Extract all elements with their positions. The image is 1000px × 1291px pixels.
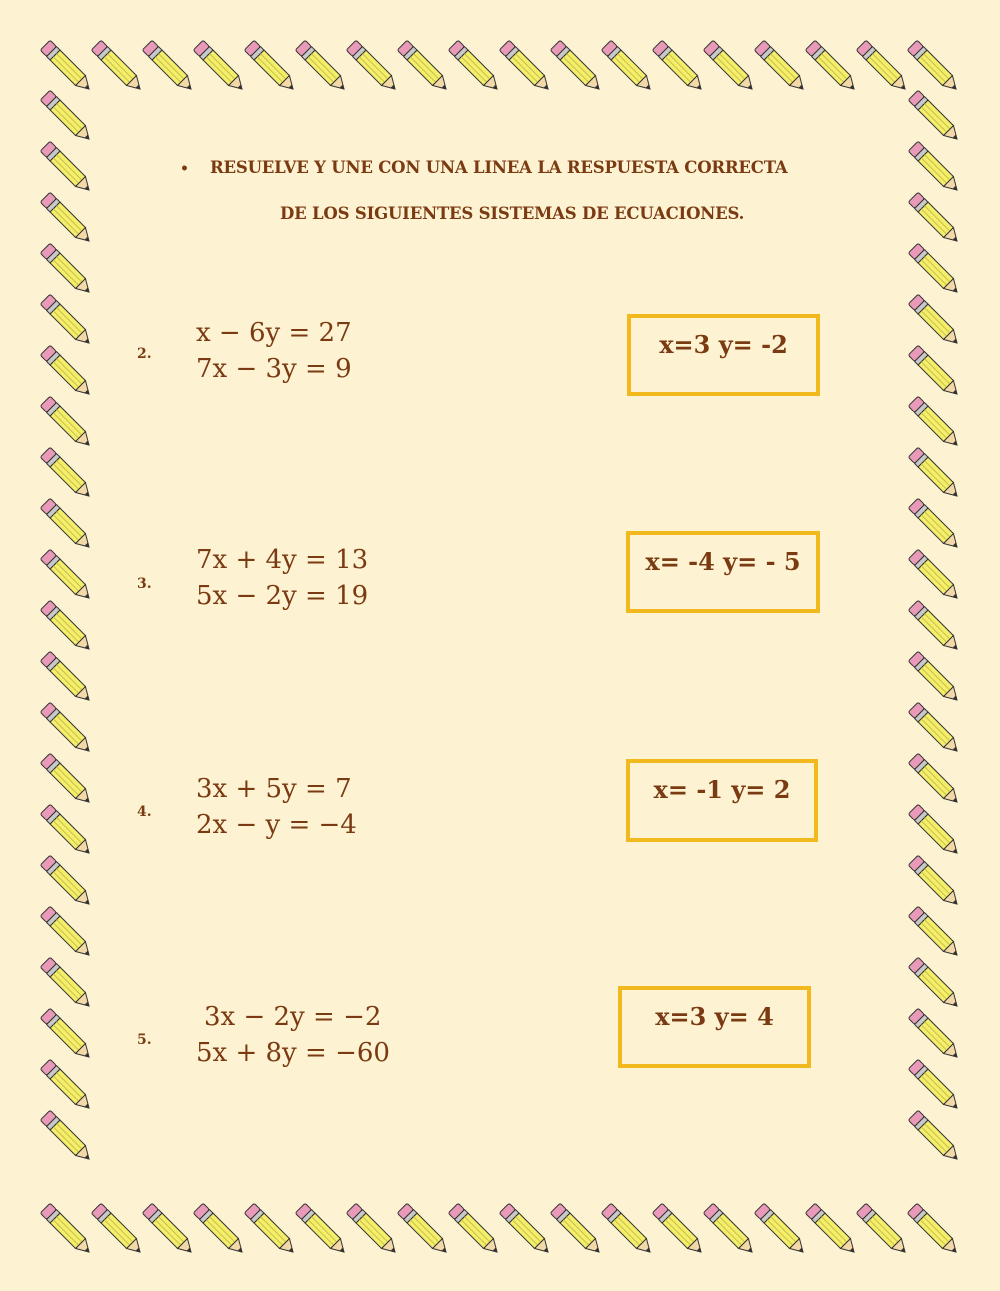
equation-2: 5x + 8y = −60 xyxy=(196,1038,390,1068)
pencil-icon xyxy=(91,40,145,94)
equation-1: 7x + 4y = 13 xyxy=(196,545,369,575)
pencil-icon xyxy=(908,396,962,450)
answer-text: x= -1 y= 2 xyxy=(653,775,791,804)
pencil-icon xyxy=(754,1203,808,1257)
equation-1: x − 6y = 27 xyxy=(196,318,352,348)
pencil-icon xyxy=(40,294,94,348)
equation-system xyxy=(196,771,357,843)
pencil-icon xyxy=(908,957,962,1011)
equation-system xyxy=(196,999,390,1071)
equation-system xyxy=(196,315,352,387)
pencil-icon xyxy=(40,549,94,603)
equation-2: 5x − 2y = 19 xyxy=(196,581,369,611)
pencil-icon xyxy=(40,243,94,297)
pencil-icon xyxy=(907,40,961,94)
pencil-icon xyxy=(91,1203,145,1257)
pencil-icon xyxy=(397,40,451,94)
pencil-icon xyxy=(448,1203,502,1257)
equation-1: 3x + 5y = 7 xyxy=(196,774,352,804)
pencil-icon xyxy=(499,40,553,94)
pencil-icon xyxy=(40,1110,94,1164)
equation-2: 2x − y = −4 xyxy=(196,810,357,840)
pencil-icon xyxy=(908,702,962,756)
pencil-icon xyxy=(295,40,349,94)
pencil-icon xyxy=(142,40,196,94)
pencil-icon xyxy=(40,906,94,960)
pencil-icon xyxy=(908,753,962,807)
pencil-icon xyxy=(40,957,94,1011)
pencil-icon xyxy=(40,141,94,195)
pencil-icon xyxy=(908,192,962,246)
pencil-icon xyxy=(908,855,962,909)
pencil-icon xyxy=(448,40,502,94)
pencil-icon xyxy=(40,600,94,654)
problem-number: 4. xyxy=(137,804,152,820)
pencil-icon xyxy=(652,40,706,94)
pencil-icon xyxy=(908,141,962,195)
instruction-line-2: DE LOS SIGUIENTES SISTEMAS DE ECUACIONES. xyxy=(280,204,745,223)
pencil-icon xyxy=(40,1008,94,1062)
pencil-icon xyxy=(40,345,94,399)
pencil-icon xyxy=(40,651,94,705)
problem-number: 2. xyxy=(137,346,152,362)
pencil-icon xyxy=(908,600,962,654)
pencil-icon xyxy=(856,1203,910,1257)
pencil-icon xyxy=(295,1203,349,1257)
pencil-icon xyxy=(193,40,247,94)
pencil-icon xyxy=(244,40,298,94)
pencil-icon xyxy=(908,651,962,705)
pencil-icon xyxy=(40,855,94,909)
bullet-icon: • xyxy=(180,161,189,177)
pencil-icon xyxy=(908,804,962,858)
pencil-icon xyxy=(805,1203,859,1257)
equation-1: 3x − 2y = −2 xyxy=(204,1002,382,1032)
pencil-icon xyxy=(908,549,962,603)
pencil-icon xyxy=(908,90,962,144)
answer-box[interactable] xyxy=(626,531,820,613)
pencil-icon xyxy=(908,447,962,501)
pencil-icon xyxy=(499,1203,553,1257)
pencil-icon xyxy=(754,40,808,94)
problem-number: 5. xyxy=(137,1032,152,1048)
pencil-icon xyxy=(40,447,94,501)
answer-text: x=3 y= -2 xyxy=(659,330,788,359)
pencil-icon xyxy=(193,1203,247,1257)
pencil-icon xyxy=(40,498,94,552)
pencil-icon xyxy=(40,804,94,858)
pencil-icon xyxy=(856,40,910,94)
answer-box[interactable] xyxy=(627,314,820,396)
pencil-icon xyxy=(907,1203,961,1257)
pencil-icon xyxy=(550,40,604,94)
pencil-icon xyxy=(908,243,962,297)
pencil-icon xyxy=(346,40,400,94)
pencil-icon xyxy=(601,40,655,94)
pencil-icon xyxy=(908,498,962,552)
pencil-icon xyxy=(244,1203,298,1257)
instruction-text-1: RESUELVE Y UNE CON UNA LINEA LA RESPUESTA CORRECTA xyxy=(210,158,788,177)
pencil-icon xyxy=(908,1008,962,1062)
pencil-icon xyxy=(397,1203,451,1257)
pencil-icon xyxy=(40,753,94,807)
pencil-icon xyxy=(346,1203,400,1257)
pencil-icon xyxy=(40,1059,94,1113)
answer-box[interactable] xyxy=(626,759,818,842)
pencil-icon xyxy=(40,396,94,450)
problem-number: 3. xyxy=(137,576,152,592)
pencil-icon xyxy=(908,1059,962,1113)
pencil-icon xyxy=(908,345,962,399)
pencil-icon xyxy=(142,1203,196,1257)
pencil-icon xyxy=(652,1203,706,1257)
pencil-icon xyxy=(908,1110,962,1164)
pencil-icon xyxy=(908,906,962,960)
answer-text: x= -4 y= - 5 xyxy=(645,547,801,576)
pencil-icon xyxy=(40,192,94,246)
pencil-icon xyxy=(805,40,859,94)
pencil-icon xyxy=(40,1203,94,1257)
pencil-icon xyxy=(40,40,94,94)
pencil-icon xyxy=(601,1203,655,1257)
instruction-line-1 xyxy=(180,158,788,177)
pencil-icon xyxy=(550,1203,604,1257)
equation-2: 7x − 3y = 9 xyxy=(196,354,352,384)
pencil-icon xyxy=(703,1203,757,1257)
pencil-icon xyxy=(40,702,94,756)
pencil-icon xyxy=(40,90,94,144)
answer-box[interactable] xyxy=(618,986,811,1068)
pencil-icon xyxy=(703,40,757,94)
pencil-icon xyxy=(908,294,962,348)
answer-text: x=3 y= 4 xyxy=(655,1002,774,1031)
equation-system xyxy=(196,542,368,614)
